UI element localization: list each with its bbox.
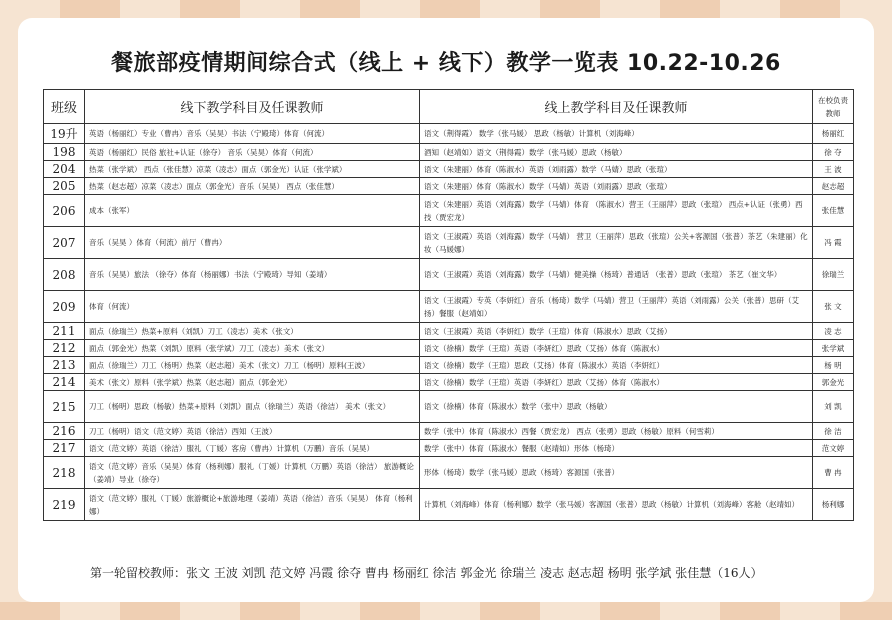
staff-cell: 张学斌	[813, 340, 854, 357]
table-row	[44, 457, 854, 489]
online-cell: 数学（张中）体育（陈淑水）西餐（贾宏龙） 西点（张勇）思政（杨敏）原料（何雪莉）	[420, 423, 813, 440]
table-row	[44, 195, 854, 227]
page-title: 餐旅部疫情期间综合式（线上 + 线下）教学一览表 10.22-10.26	[111, 51, 781, 76]
online-cell: 语文（徐楠）数学（王瑄）英语（李妍红）思政（艾扬）体育（陈淑水）	[420, 340, 813, 357]
table-row	[44, 357, 854, 374]
background-stripe-bottom	[0, 602, 892, 620]
online-cell: 计算机（刘海峰）体育（杨利娜）数学（张马媛）客源国（张普）思政（杨敏）计算机（刘海峰）客舱（赵靖如）	[420, 489, 813, 521]
header-staff: 在校负责教师	[813, 90, 854, 124]
table-row	[44, 291, 854, 323]
class-cell: 207	[44, 227, 85, 259]
table-header-row	[44, 90, 854, 124]
staff-cell: 赵志超	[813, 178, 854, 195]
online-cell: 语文（王淑霞）英语（刘海露）数学（马婧）健美操（杨琦）普通话 （张普）思政（张瑄） 茶艺（崔文华）	[420, 259, 813, 291]
class-cell: 213	[44, 357, 85, 374]
class-cell: 206	[44, 195, 85, 227]
online-cell: 语文（王淑霞）专英（李妍红）音乐（杨琦）数学（马婧）营卫（王丽萍）英语（刘雨露）公关（张普）思研（艾扬）餐服（赵靖如）	[420, 291, 813, 323]
staff-cell: 徐瑞兰	[813, 259, 854, 291]
header-online: 线上教学科目及任课教师	[420, 90, 813, 124]
online-cell: 形体（杨琦）数学（张马媛）思政（杨琦）客源国（张普）	[420, 457, 813, 489]
offline-cell: 音乐（吴昊 ）体育（何流）前厅（曹冉）	[85, 227, 420, 259]
staff-cell: 杨丽红	[813, 124, 854, 144]
offline-cell: 热菜（赵志超）凉菜（凌志）面点（郭金光）音乐（吴昊） 西点（张佳慧）	[85, 178, 420, 195]
staff-cell: 王 波	[813, 161, 854, 178]
footer-teachers: 第一轮留校教师：张文 王波 刘凯 范文婷 冯霞 徐夺 曹冉 杨丽红 徐洁 郭金光 徐瑞兰 凌志 赵志超 杨明 张学斌 张佳慧（16人）	[90, 566, 763, 580]
online-cell: 语文（朱建丽）英语（刘海露）数学（马婧）体育 （陈淑水）营王（王丽萍）思政（张瑄） 西点+认证（张勇）西技（贾宏龙）	[420, 195, 813, 227]
offline-cell: 刀工（杨明）语文（范文婷）英语（徐洁）西知（王波）	[85, 423, 420, 440]
class-cell: 198	[44, 144, 85, 161]
table-row	[44, 489, 854, 521]
online-cell: 语文（朱建丽）体育（陈淑水）数学（马婧）英语（刘雨露）思政（张瑄）	[420, 178, 813, 195]
table-row	[44, 144, 854, 161]
table-row	[44, 440, 854, 457]
offline-cell: 英语（杨丽红）专业（曹冉）音乐（吴昊）书法（宁殿琦）体育（何流）	[85, 124, 420, 144]
table-row	[44, 340, 854, 357]
class-cell: 19升	[44, 124, 85, 144]
class-cell: 216	[44, 423, 85, 440]
offline-cell: 音乐（吴昊）旅法 （徐夺）体育（杨丽娜）书法（宁殿琦）导知（姜靖）	[85, 259, 420, 291]
table-row	[44, 124, 854, 144]
online-cell: 语文（徐楠）数学（王瑄）英语（李妍红）思政（艾扬）体育（陈淑水）	[420, 374, 813, 391]
schedule-table	[43, 89, 854, 521]
table-row	[44, 423, 854, 440]
staff-cell: 杨利娜	[813, 489, 854, 521]
staff-cell: 冯 霞	[813, 227, 854, 259]
online-cell: 语文（荆得霞） 数学（张马媛） 思政（杨敏）计算机（刘海峰）	[420, 124, 813, 144]
document-sheet	[18, 18, 874, 602]
class-cell: 212	[44, 340, 85, 357]
offline-cell: 成本（张军）	[85, 195, 420, 227]
offline-cell: 美术（张文）原料（张学斌）热菜（赵志超）面点（郭金光）	[85, 374, 420, 391]
staff-cell: 徐 洁	[813, 423, 854, 440]
online-cell: 语文（王淑霞）英语（李妍红）数学（王瑄）体育（陈淑水）思政（艾扬）	[420, 323, 813, 340]
table-row	[44, 227, 854, 259]
staff-cell: 刘 凯	[813, 391, 854, 423]
class-cell: 219	[44, 489, 85, 521]
table-row	[44, 178, 854, 195]
staff-cell: 张佳慧	[813, 195, 854, 227]
staff-cell: 徐 夺	[813, 144, 854, 161]
offline-cell: 语文（范文婷）音乐（吴昊）体育（杨利娜）服礼（丁媛）计算机（万鹏）英语（徐洁） 旅游概论（姜靖）导业（徐夺）	[85, 457, 420, 489]
staff-cell: 张 文	[813, 291, 854, 323]
class-cell: 204	[44, 161, 85, 178]
table-row	[44, 323, 854, 340]
class-cell: 214	[44, 374, 85, 391]
class-cell: 209	[44, 291, 85, 323]
staff-cell: 范文婷	[813, 440, 854, 457]
class-cell: 208	[44, 259, 85, 291]
class-cell: 215	[44, 391, 85, 423]
offline-cell: 面点（郭金光）热菜（刘凯）原料（张学斌）刀工（凌志）美术（张文）	[85, 340, 420, 357]
offline-cell: 体育（何流）	[85, 291, 420, 323]
online-cell: 语文（朱建丽）体育（陈淑水）英语（刘雨露）数学（马婧）思政（张瑄）	[420, 161, 813, 178]
online-cell: 酒知（赵靖如）语文（荆得霞）数学（张马媛）思政（杨敏）	[420, 144, 813, 161]
offline-cell: 英语（杨丽红）民俗 旅社+认证（徐夺） 音乐（吴昊）体育（何流）	[85, 144, 420, 161]
offline-cell: 热菜（张学斌） 西点（张佳慧）凉菜（凌志）面点（郭金光）认证（张学斌）	[85, 161, 420, 178]
table-row	[44, 391, 854, 423]
staff-cell: 杨 明	[813, 357, 854, 374]
background-stripe-top	[0, 0, 892, 18]
offline-cell: 面点（徐瑞兰）刀工（杨明）热菜（赵志超）美术（张文）刀工（杨明）原料(王波）	[85, 357, 420, 374]
table-row	[44, 374, 854, 391]
online-cell: 语文（徐楠）体育（陈淑水）数学（张中）思政（杨敏）	[420, 391, 813, 423]
online-cell: 数学（张中）体育（陈淑水）餐服（赵靖如）形体（杨琦）	[420, 440, 813, 457]
header-offline: 线下教学科目及任课教师	[85, 90, 420, 124]
class-cell: 218	[44, 457, 85, 489]
table-body	[44, 124, 854, 521]
class-cell: 205	[44, 178, 85, 195]
online-cell: 语文（徐楠）数学（王瑄）思政（艾扬）体育（陈淑水）英语（李妍红）	[420, 357, 813, 374]
class-cell: 217	[44, 440, 85, 457]
staff-cell: 郭金光	[813, 374, 854, 391]
staff-cell: 曹 冉	[813, 457, 854, 489]
header-class: 班级	[44, 90, 85, 124]
offline-cell: 刀工（杨明）思政（杨敏）热菜+原料（刘凯）面点（徐瑞兰）英语（徐洁） 美术（张文）	[85, 391, 420, 423]
online-cell: 语文（王淑霞）英语（刘海露）数学（马婧） 营卫（王丽萍）思政（张瑄）公关+客源国（张普）茶艺（朱建丽）化妆（马媛娜）	[420, 227, 813, 259]
staff-cell: 凌 志	[813, 323, 854, 340]
offline-cell: 语文（范文婷）英语（徐洁）服礼（丁媛）客房（曹冉）计算机（万鹏）音乐（吴昊）	[85, 440, 420, 457]
table-row	[44, 259, 854, 291]
offline-cell: 面点（徐瑞兰）热菜+原料（刘凯）刀工（凌志）美术（张文）	[85, 323, 420, 340]
class-cell: 211	[44, 323, 85, 340]
table-row	[44, 161, 854, 178]
offline-cell: 语文（范文婷）服礼（丁媛）旅游概论+旅游地理（姜靖）英语（徐洁）音乐（吴昊） 体育（杨利娜）	[85, 489, 420, 521]
